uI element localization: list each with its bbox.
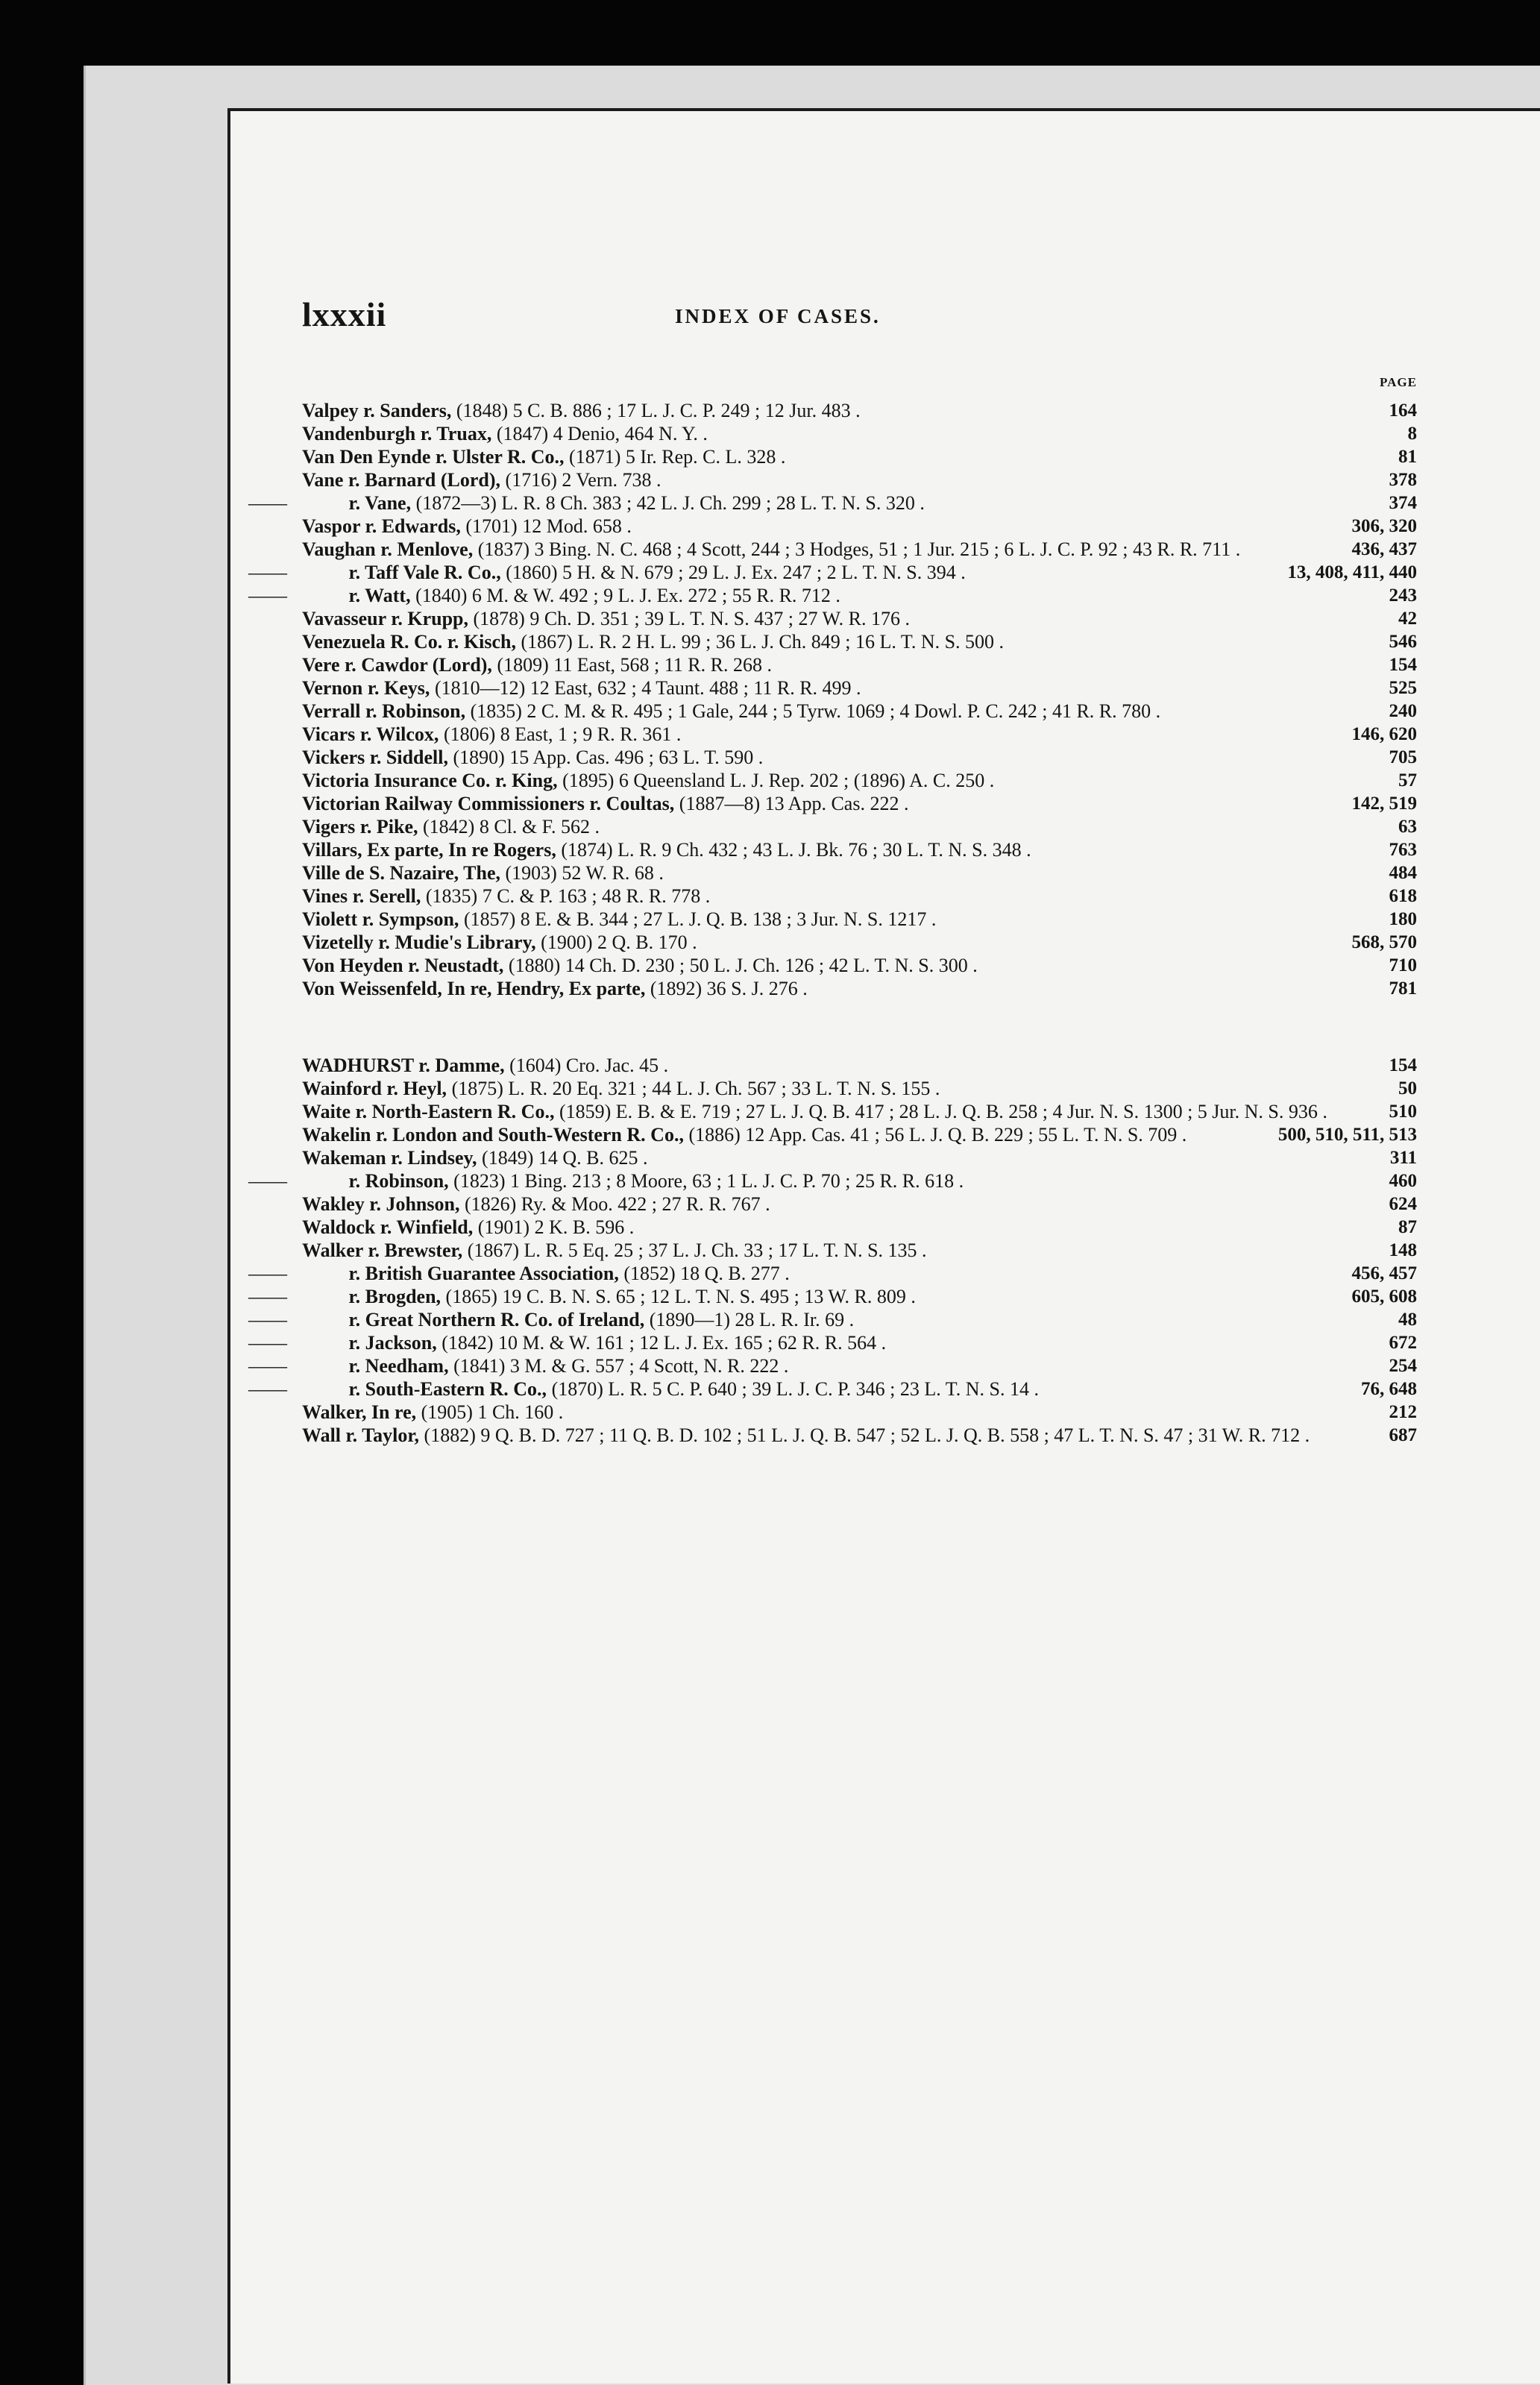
page-references: 460 [1389,1171,1417,1191]
page-references: 87 [1398,1217,1417,1237]
page-title: INDEX OF CASES. [675,305,881,327]
page-references: 510 [1389,1102,1417,1122]
case-citation: (1604) Cro. Jac. 45 . [509,1055,669,1076]
case-citation: (1867) L. R. 5 Eq. 25 ; 37 L. J. Ch. 33 ; 17 L. T. N. S. 135 . [467,1239,927,1261]
case-citation: (1837) 3 Bing. N. C. 468 ; 4 Scott, 244 ; 3 Hodges, 51 ; 1 Jur. 215 ; 6 L. J. C. P. 92 ; 43 R. R. 711 . [477,538,1241,560]
page-references: 311 [1389,1148,1417,1168]
case-name: r. Watt, [348,585,411,606]
ditto-dash: —— [248,1263,287,1284]
case-name: Wakeman r. Lindsey, [302,1147,477,1169]
page-references: 546 [1389,632,1417,652]
case-name: r. Vane, [348,492,412,514]
case-citation: (1852) 18 Q. B. 277 . [623,1263,790,1284]
case-name: Vickers r. Siddell, [302,747,448,768]
case-citation: (1887—8) 13 App. Cas. 222 . [679,793,909,814]
case-citation: (1849) 14 Q. B. 625 . [482,1147,648,1169]
index-entry [302,884,1417,908]
page-references: 254 [1389,1356,1417,1376]
page-references: 8 [1407,424,1417,444]
case-name: Von Weissenfeld, In re, Hendry, Ex parte, [302,978,646,999]
index-entry [302,1100,1417,1123]
index-entry [248,561,1417,584]
case-citation: (1835) 7 C. & P. 163 ; 48 R. R. 778 . [425,885,711,907]
case-citation: (1842) 8 Cl. & F. 562 . [423,816,600,838]
case-name: Wainford r. Heyl, [302,1078,447,1099]
case-name: Verrall r. Robinson, [302,700,466,722]
page-references: 212 [1389,1402,1417,1422]
case-citation: (1875) L. R. 20 Eq. 321 ; 44 L. J. Ch. 567 ; 33 L. T. N. S. 155 . [451,1078,940,1099]
case-name: r. Jackson, [348,1332,437,1354]
page-references: 57 [1398,770,1417,791]
page-references: 63 [1398,817,1417,837]
case-citation: (1835) 2 C. M. & R. 495 ; 1 Gale, 244 ; 5 Tyrw. 1069 ; 4 Dowl. P. C. 242 ; 41 R. R. 780 . [470,700,1161,722]
page-references: 624 [1389,1194,1417,1214]
case-name: Victoria Insurance Co. r. King, [302,770,558,791]
index-entry [302,422,1417,445]
page-references: 154 [1389,655,1417,675]
case-name: Vavasseur r. Krupp, [302,608,468,629]
case-citation: (1892) 36 S. J. 276 . [650,978,808,999]
page-references: 710 [1389,955,1417,975]
case-name: Wall r. Taylor, [302,1424,420,1446]
case-name: Wakley r. Johnson, [302,1193,460,1215]
case-name: Vizetelly r. Mudie's Library, [302,931,536,953]
page-references: 763 [1389,840,1417,860]
ditto-dash: —— [248,1170,287,1192]
index-entry [302,977,1417,1000]
case-citation: (1872—3) L. R. 8 Ch. 383 ; 42 L. J. Ch. 299 ; 28 L. T. N. S. 320 . [415,492,925,514]
case-citation: (1716) 2 Vern. 738 . [505,469,661,491]
index-entry [302,1123,1417,1146]
index-entry [302,792,1417,815]
case-citation: (1903) 52 W. R. 68 . [505,862,664,884]
index-entry [302,769,1417,792]
ditto-dash: —— [248,1286,287,1307]
case-name: Vandenburgh r. Truax, [302,423,492,444]
case-name: Waldock r. Winfield, [302,1216,474,1238]
index-entry [248,584,1417,607]
index-entry [302,1054,1417,1077]
case-citation: (1826) Ry. & Moo. 422 ; 27 R. R. 767 . [464,1193,770,1215]
case-citation: (1874) L. R. 9 Ch. 432 ; 43 L. J. Bk. 76 ; 30 L. T. N. S. 348 . [561,839,1031,861]
case-name: Valpey r. Sanders, [302,400,452,421]
index-entry [302,723,1417,746]
page-references: 142, 519 [1351,794,1417,814]
page-column-label: PAGE [1380,375,1417,389]
index-entry [302,954,1417,977]
case-citation: (1810—12) 12 East, 632 ; 4 Taunt. 488 ; 11 R. R. 499 . [434,677,861,699]
index-entry [248,491,1417,515]
page-references: 164 [1389,400,1417,421]
running-head [302,295,1417,342]
page-references: 378 [1389,470,1417,490]
page-references: 48 [1398,1310,1417,1330]
case-citation: (1806) 8 East, 1 ; 9 R. R. 361 . [443,723,682,745]
case-citation: (1901) 2 K. B. 596 . [477,1216,635,1238]
case-name: Walker r. Brewster, [302,1239,463,1261]
case-name: r. Needham, [348,1355,449,1377]
case-name: Ville de S. Nazaire, The, [302,862,501,884]
page-references: 154 [1389,1055,1417,1075]
page-references: 605, 608 [1351,1286,1417,1307]
case-citation: (1890—1) 28 L. R. Ir. 69 . [649,1309,855,1330]
case-citation: (1847) 4 Denio, 464 N. Y. . [496,423,708,444]
case-citation: (1809) 11 East, 568 ; 11 R. R. 268 . [497,654,772,676]
case-name: r. British Guarantee Association, [348,1263,619,1284]
case-index-list [248,399,1417,1447]
index-entry [302,700,1417,723]
index-entry [248,1262,1417,1285]
index-entry [302,630,1417,653]
section-gap [302,1000,1417,1054]
index-entry [302,861,1417,884]
case-name: Venezuela R. Co. r. Kisch, [302,631,516,653]
page-content [248,295,1417,2353]
index-entry [248,1285,1417,1308]
page-references: 618 [1389,886,1417,906]
case-name: r. Brogden, [348,1286,441,1307]
case-citation: (1882) 9 Q. B. D. 727 ; 11 Q. B. D. 102 ; 51 L. J. Q. B. 547 ; 52 L. J. Q. B. 558 ; 47 L. T. N. S. 47 ; 31 W. R. 712 . [424,1424,1310,1446]
case-citation: (1895) 6 Queensland L. J. Rep. 202 ; (1896) A. C. 250 . [562,770,995,791]
ditto-dash: —— [248,492,287,514]
page-references: 687 [1389,1425,1417,1445]
page-references: 568, 570 [1351,932,1417,952]
page-references: 42 [1398,609,1417,629]
page-references: 240 [1389,701,1417,721]
page-references: 306, 320 [1351,516,1417,536]
case-citation: (1900) 2 Q. B. 170 . [541,931,697,953]
index-entry [302,538,1417,561]
case-citation: (1857) 8 E. & B. 344 ; 27 L. J. Q. B. 138 ; 3 Jur. N. S. 1217 . [463,908,937,930]
page-references: 374 [1389,493,1417,513]
case-name: Wakelin r. London and South-Western R. Co., [302,1124,684,1146]
case-name: r. Taff Vale R. Co., [348,562,501,583]
case-name: Vicars r. Wilcox, [302,723,439,745]
case-citation: (1823) 1 Bing. 213 ; 8 Moore, 63 ; 1 L. J. C. P. 70 ; 25 R. R. 618 . [453,1170,964,1192]
case-citation: (1842) 10 M. & W. 161 ; 12 L. J. Ex. 165 ; 62 R. R. 564 . [441,1332,887,1354]
case-name: r. South-Eastern R. Co., [348,1378,547,1400]
page-references: 436, 437 [1351,539,1417,559]
page-references: 13, 408, 411, 440 [1287,562,1417,582]
case-name: r. Robinson, [348,1170,449,1192]
ditto-dash: —— [248,1309,287,1330]
case-name: Vane r. Barnard (Lord), [302,469,501,491]
ditto-dash: —— [248,1355,287,1377]
index-entry [302,445,1417,468]
case-name: Violett r. Sympson, [302,908,459,930]
case-citation: (1886) 12 App. Cas. 41 ; 56 L. J. Q. B. 229 ; 55 L. T. N. S. 709 . [688,1124,1187,1146]
index-entry [248,1354,1417,1377]
index-entry [302,746,1417,769]
index-entry [302,1401,1417,1424]
case-citation: (1878) 9 Ch. D. 351 ; 39 L. T. N. S. 437 ; 27 W. R. 176 . [473,608,911,629]
index-entry [302,1239,1417,1262]
case-citation: (1841) 3 M. & G. 557 ; 4 Scott, N. R. 222 . [453,1355,789,1377]
index-entry [302,1216,1417,1239]
index-entry [302,815,1417,838]
page-references: 146, 620 [1351,724,1417,744]
case-citation: (1848) 5 C. B. 886 ; 17 L. J. C. P. 249 ; 12 Jur. 483 . [456,400,861,421]
case-name: Vines r. Serell, [302,885,421,907]
case-name: WADHURST r. Damme, [302,1055,505,1076]
index-entry [302,1424,1417,1447]
page-references: 672 [1389,1333,1417,1353]
page-references: 484 [1389,863,1417,883]
page-folio: lxxxii [302,295,387,333]
case-citation: (1871) 5 Ir. Rep. C. L. 328 . [569,446,786,468]
page-references: 180 [1389,909,1417,929]
page-references: 76, 648 [1361,1379,1417,1399]
case-citation: (1865) 19 C. B. N. S. 65 ; 12 L. T. N. S. 495 ; 13 W. R. 809 . [445,1286,916,1307]
page-references: 705 [1389,747,1417,767]
case-name: Von Heyden r. Neustadt, [302,955,504,976]
index-entry [302,468,1417,491]
index-entry [248,1169,1417,1192]
case-name: Walker, In re, [302,1401,417,1423]
ditto-dash: —— [248,562,287,583]
case-citation: (1860) 5 H. & N. 679 ; 29 L. J. Ex. 247 ; 2 L. T. N. S. 394 . [506,562,966,583]
index-entry [302,1077,1417,1100]
page-references: 81 [1398,447,1417,467]
case-citation: (1867) L. R. 2 H. L. 99 ; 36 L. J. Ch. 849 ; 16 L. T. N. S. 500 . [521,631,1005,653]
index-entry [302,931,1417,954]
index-entry [302,653,1417,676]
case-citation: (1870) L. R. 5 C. P. 640 ; 39 L. J. C. P. 346 ; 23 L. T. N. S. 14 . [551,1378,1039,1400]
case-citation: (1880) 14 Ch. D. 230 ; 50 L. J. Ch. 126 ; 42 L. T. N. S. 300 . [508,955,978,976]
page-references: 500, 510, 511, 513 [1277,1125,1417,1145]
ditto-dash: —— [248,1378,287,1400]
case-name: Vaughan r. Menlove, [302,538,474,560]
ditto-dash: —— [248,585,287,606]
case-citation: (1859) E. B. & E. 719 ; 27 L. J. Q. B. 417 ; 28 L. J. Q. B. 258 ; 4 Jur. N. S. 1300 ; 5 Jur. N. S. 936 . [559,1101,1327,1122]
page-references: 243 [1389,585,1417,606]
index-entry [302,1192,1417,1216]
case-name: Vaspor r. Edwards, [302,515,461,537]
case-name: Waite r. North-Eastern R. Co., [302,1101,555,1122]
index-entry [302,1146,1417,1169]
index-entry [302,838,1417,861]
index-entry [248,1331,1417,1354]
index-entry [302,607,1417,630]
index-entry [302,515,1417,538]
page-references: 148 [1389,1240,1417,1260]
index-entry [248,1308,1417,1331]
case-citation: (1701) 12 Mod. 658 . [465,515,632,537]
case-name: Vernon r. Keys, [302,677,430,699]
index-entry [302,399,1417,422]
case-name: Victorian Railway Commissioners r. Coultas, [302,793,675,814]
case-citation: (1905) 1 Ch. 160 . [421,1401,564,1423]
case-name: r. Great Northern R. Co. of Ireland, [348,1309,645,1330]
case-name: Van Den Eynde r. Ulster R. Co., [302,446,565,468]
ditto-dash: —— [248,1332,287,1354]
case-name: Vere r. Cawdor (Lord), [302,654,492,676]
case-name: Villars, Ex parte, In re Rogers, [302,839,556,861]
page-references: 456, 457 [1351,1263,1417,1283]
index-entry [302,908,1417,931]
index-entry [302,676,1417,700]
case-name: Vigers r. Pike, [302,816,418,838]
page-references: 525 [1389,678,1417,698]
index-entry [248,1377,1417,1401]
page-references: 781 [1389,978,1417,999]
page-references: 50 [1398,1078,1417,1099]
case-citation: (1890) 15 App. Cas. 496 ; 63 L. T. 590 . [453,747,764,768]
case-citation: (1840) 6 M. & W. 492 ; 9 L. J. Ex. 272 ; 55 R. R. 712 . [415,585,840,606]
